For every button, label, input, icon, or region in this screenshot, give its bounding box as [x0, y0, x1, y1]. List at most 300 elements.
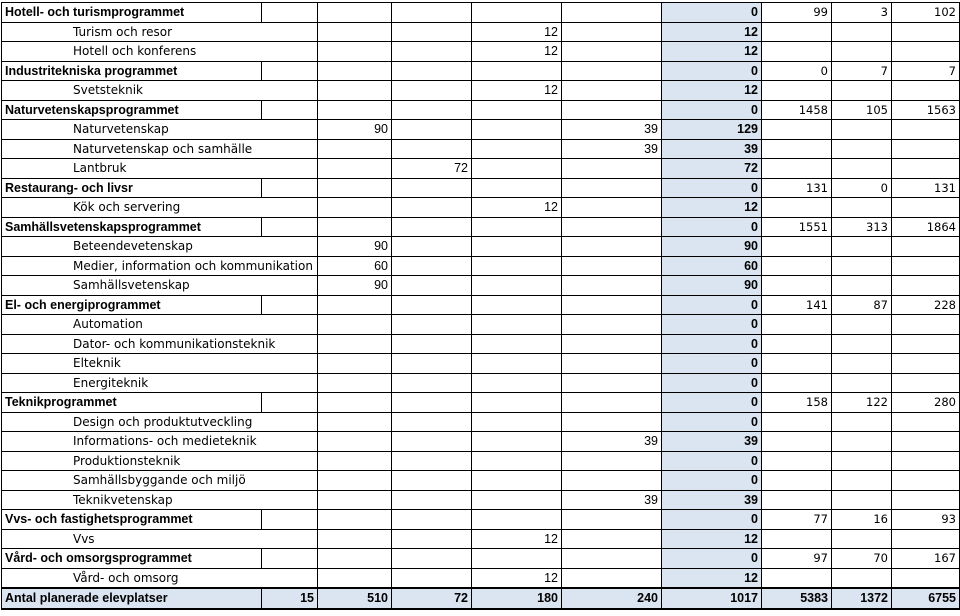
places-cell-2 — [318, 393, 392, 413]
places-cell-3 — [392, 120, 472, 140]
applicants-cell-2: 87 — [832, 295, 892, 315]
applicants-cell-2 — [832, 256, 892, 276]
places-cell-3: 72 — [392, 159, 472, 179]
applicants-cell-2: 70 — [832, 549, 892, 569]
places-cell-3 — [392, 139, 472, 159]
applicants-cell-1: 1551 — [762, 217, 832, 237]
places-cell-2 — [318, 432, 392, 452]
applicants-cell-3 — [892, 159, 960, 179]
applicants-cell-1 — [762, 159, 832, 179]
applicants-cell-2 — [832, 120, 892, 140]
specialization-row — [2, 139, 960, 159]
applicants-cell-1 — [762, 81, 832, 101]
applicants-cell-1 — [762, 315, 832, 335]
applicants-cell-3 — [892, 22, 960, 42]
applicants-cell-1 — [762, 120, 832, 140]
row-sum-cell: 72 — [662, 159, 762, 179]
places-cell-4 — [472, 432, 562, 452]
places-cell-5 — [562, 3, 662, 23]
places-cell-5 — [562, 471, 662, 491]
places-cell-5 — [562, 276, 662, 296]
places-cell-3 — [392, 61, 472, 81]
places-cell-4: 12 — [472, 81, 562, 101]
places-cell-3 — [392, 549, 472, 569]
places-cell-2 — [318, 354, 392, 374]
specialization-row — [2, 432, 960, 452]
places-cell-3 — [392, 22, 472, 42]
applicants-cell-2 — [832, 568, 892, 588]
applicants-cell-1 — [762, 412, 832, 432]
total-places-cell-4: 180 — [472, 588, 562, 609]
row-sum-cell: 0 — [662, 100, 762, 120]
places-cell-4 — [472, 412, 562, 432]
places-cell-5 — [562, 81, 662, 101]
applicants-cell-1 — [762, 198, 832, 218]
applicants-cell-1: 1458 — [762, 100, 832, 120]
places-cell-5 — [562, 217, 662, 237]
applicants-cell-2: 313 — [832, 217, 892, 237]
applicants-cell-2 — [832, 198, 892, 218]
places-cell-4 — [472, 549, 562, 569]
specialization-name: Hotell och konferens — [2, 42, 262, 62]
places-cell-1 — [262, 451, 318, 471]
places-cell-1 — [262, 471, 318, 491]
places-cell-4 — [472, 276, 562, 296]
row-sum-cell: 12 — [662, 568, 762, 588]
specialization-row — [2, 237, 960, 257]
places-cell-4 — [472, 295, 562, 315]
applicants-cell-2 — [832, 159, 892, 179]
places-cell-1 — [262, 42, 318, 62]
specialization-name: Beteendevetenskap — [2, 237, 262, 257]
specialization-row — [2, 42, 960, 62]
row-sum-cell: 0 — [662, 354, 762, 374]
places-cell-5 — [562, 237, 662, 257]
places-cell-4 — [472, 217, 562, 237]
places-cell-3 — [392, 529, 472, 549]
program-row — [2, 295, 960, 315]
applicants-cell-3: 7 — [892, 61, 960, 81]
specialization-row — [2, 373, 960, 393]
places-cell-4 — [472, 373, 562, 393]
specialization-name: Energiteknik — [2, 373, 262, 393]
applicants-cell-1 — [762, 432, 832, 452]
places-cell-4 — [472, 178, 562, 198]
places-cell-4: 12 — [472, 22, 562, 42]
specialization-name: Turism och resor — [2, 22, 262, 42]
places-cell-2 — [318, 451, 392, 471]
places-cell-1 — [262, 529, 318, 549]
places-cell-5 — [562, 22, 662, 42]
program-name: Restaurang- och livsr — [2, 178, 262, 198]
places-cell-3 — [392, 178, 472, 198]
applicants-cell-3 — [892, 276, 960, 296]
applicants-cell-1 — [762, 354, 832, 374]
places-cell-2 — [318, 22, 392, 42]
places-cell-4 — [472, 490, 562, 510]
places-cell-2 — [318, 315, 392, 335]
row-sum-cell: 0 — [662, 295, 762, 315]
applicants-cell-1 — [762, 490, 832, 510]
places-cell-1 — [262, 81, 318, 101]
places-cell-4 — [472, 315, 562, 335]
places-cell-2 — [318, 549, 392, 569]
applicants-cell-2: 0 — [832, 178, 892, 198]
applicants-cell-2 — [832, 354, 892, 374]
places-cell-2 — [318, 412, 392, 432]
places-cell-2 — [318, 42, 392, 62]
places-cell-2 — [318, 295, 392, 315]
total-places-cell-1: 15 — [262, 588, 318, 609]
places-cell-5 — [562, 393, 662, 413]
applicants-cell-3: 131 — [892, 178, 960, 198]
specialization-row — [2, 451, 960, 471]
specialization-row — [2, 529, 960, 549]
applicants-cell-1 — [762, 451, 832, 471]
applicants-cell-1 — [762, 237, 832, 257]
total-label: Antal planerade elevplatser — [2, 588, 262, 609]
places-cell-5 — [562, 61, 662, 81]
applicants-cell-1 — [762, 256, 832, 276]
program-name: Samhällsvetenskapsprogrammet — [2, 217, 262, 237]
total-places-cell-2: 510 — [318, 588, 392, 609]
places-cell-2 — [318, 61, 392, 81]
places-cell-2: 90 — [318, 237, 392, 257]
specialization-name: Design och produktutveckling — [2, 412, 262, 432]
places-cell-2 — [318, 3, 392, 23]
places-cell-5: 39 — [562, 490, 662, 510]
applicants-cell-2: 3 — [832, 3, 892, 23]
total-applicants-cell-2: 1372 — [832, 588, 892, 609]
applicants-cell-1: 97 — [762, 549, 832, 569]
places-cell-4 — [472, 510, 562, 530]
program-name: Naturvetenskapsprogrammet — [2, 100, 262, 120]
row-sum-cell: 60 — [662, 256, 762, 276]
specialization-row — [2, 315, 960, 335]
row-sum-cell: 0 — [662, 334, 762, 354]
places-cell-1 — [262, 120, 318, 140]
places-cell-2 — [318, 178, 392, 198]
places-cell-1 — [262, 61, 318, 81]
program-row — [2, 217, 960, 237]
places-cell-4: 12 — [472, 198, 562, 218]
applicants-cell-3: 280 — [892, 393, 960, 413]
total-row — [2, 588, 960, 609]
places-cell-1 — [262, 159, 318, 179]
places-cell-2 — [318, 139, 392, 159]
applicants-cell-3 — [892, 42, 960, 62]
places-cell-1 — [262, 568, 318, 588]
row-sum-cell: 0 — [662, 549, 762, 569]
applicants-cell-1: 131 — [762, 178, 832, 198]
places-cell-5 — [562, 354, 662, 374]
applicants-cell-2 — [832, 432, 892, 452]
specialization-name: Elteknik — [2, 354, 262, 374]
places-cell-5 — [562, 100, 662, 120]
places-cell-1 — [262, 198, 318, 218]
row-sum-cell: 0 — [662, 510, 762, 530]
specialization-row — [2, 81, 960, 101]
planned-student-places-table — [1, 2, 960, 610]
places-cell-5 — [562, 178, 662, 198]
places-cell-2 — [318, 471, 392, 491]
program-row — [2, 178, 960, 198]
places-cell-5: 39 — [562, 139, 662, 159]
places-cell-2 — [318, 217, 392, 237]
places-cell-4 — [472, 237, 562, 257]
applicants-cell-3 — [892, 471, 960, 491]
applicants-cell-1 — [762, 42, 832, 62]
applicants-cell-2 — [832, 42, 892, 62]
applicants-cell-1 — [762, 22, 832, 42]
applicants-cell-1 — [762, 529, 832, 549]
applicants-cell-2 — [832, 237, 892, 257]
places-cell-2: 60 — [318, 256, 392, 276]
specialization-row — [2, 471, 960, 491]
places-cell-1 — [262, 412, 318, 432]
applicants-cell-3: 1864 — [892, 217, 960, 237]
specialization-name: Dator- och kommunikationsteknik — [2, 334, 262, 354]
program-row — [2, 61, 960, 81]
specialization-name: Svetsteknik — [2, 81, 262, 101]
applicants-cell-1: 99 — [762, 3, 832, 23]
places-cell-3 — [392, 490, 472, 510]
applicants-cell-3: 228 — [892, 295, 960, 315]
applicants-cell-3 — [892, 490, 960, 510]
places-cell-2 — [318, 198, 392, 218]
places-cell-2 — [318, 334, 392, 354]
program-row — [2, 3, 960, 23]
row-sum-cell: 129 — [662, 120, 762, 140]
applicants-cell-2 — [832, 334, 892, 354]
places-cell-3 — [392, 295, 472, 315]
specialization-row — [2, 22, 960, 42]
row-sum-cell: 12 — [662, 529, 762, 549]
places-cell-1 — [262, 3, 318, 23]
applicants-cell-2 — [832, 412, 892, 432]
applicants-cell-3: 167 — [892, 549, 960, 569]
places-cell-5 — [562, 198, 662, 218]
program-name: Vård- och omsorgsprogrammet — [2, 549, 262, 569]
row-sum-cell: 0 — [662, 315, 762, 335]
specialization-row — [2, 490, 960, 510]
places-cell-4 — [472, 120, 562, 140]
program-name: Industritekniska programmet — [2, 61, 262, 81]
specialization-name: Samhällsvetenskap — [2, 276, 262, 296]
places-cell-3 — [392, 471, 472, 491]
places-cell-5 — [562, 42, 662, 62]
program-row — [2, 549, 960, 569]
places-cell-2 — [318, 373, 392, 393]
places-cell-3 — [392, 315, 472, 335]
specialization-row — [2, 198, 960, 218]
places-cell-1 — [262, 490, 318, 510]
places-cell-5 — [562, 549, 662, 569]
total-sum-cell: 1017 — [662, 588, 762, 609]
applicants-cell-1 — [762, 334, 832, 354]
places-cell-5 — [562, 529, 662, 549]
places-cell-1 — [262, 139, 318, 159]
places-cell-2: 90 — [318, 276, 392, 296]
places-cell-2 — [318, 159, 392, 179]
places-cell-5: 39 — [562, 120, 662, 140]
places-cell-3 — [392, 217, 472, 237]
applicants-cell-3 — [892, 256, 960, 276]
places-cell-5 — [562, 451, 662, 471]
places-cell-1 — [262, 393, 318, 413]
places-cell-3 — [392, 393, 472, 413]
total-places-cell-3: 72 — [392, 588, 472, 609]
applicants-cell-2 — [832, 373, 892, 393]
row-sum-cell: 0 — [662, 373, 762, 393]
places-cell-2 — [318, 81, 392, 101]
places-cell-3 — [392, 276, 472, 296]
places-cell-4 — [472, 139, 562, 159]
row-sum-cell: 90 — [662, 276, 762, 296]
places-cell-5 — [562, 334, 662, 354]
program-row — [2, 393, 960, 413]
places-cell-1 — [262, 178, 318, 198]
applicants-cell-3 — [892, 198, 960, 218]
row-sum-cell: 12 — [662, 42, 762, 62]
applicants-cell-2 — [832, 315, 892, 335]
applicants-cell-2 — [832, 451, 892, 471]
places-cell-4 — [472, 451, 562, 471]
row-sum-cell: 39 — [662, 139, 762, 159]
applicants-cell-3 — [892, 451, 960, 471]
total-applicants-cell-3: 6755 — [892, 588, 960, 609]
applicants-cell-3 — [892, 315, 960, 335]
places-cell-4 — [472, 100, 562, 120]
places-cell-3 — [392, 198, 472, 218]
applicants-cell-3 — [892, 412, 960, 432]
applicants-cell-3 — [892, 568, 960, 588]
places-cell-4 — [472, 393, 562, 413]
applicants-cell-1: 141 — [762, 295, 832, 315]
row-sum-cell: 0 — [662, 61, 762, 81]
places-cell-3 — [392, 412, 472, 432]
places-cell-5 — [562, 568, 662, 588]
applicants-cell-2: 7 — [832, 61, 892, 81]
applicants-cell-2 — [832, 22, 892, 42]
places-cell-3 — [392, 373, 472, 393]
applicants-cell-1 — [762, 471, 832, 491]
specialization-name: Vård- och omsorg — [2, 568, 262, 588]
places-cell-2 — [318, 100, 392, 120]
places-cell-4: 12 — [472, 529, 562, 549]
row-sum-cell: 39 — [662, 490, 762, 510]
program-name: Teknikprogrammet — [2, 393, 262, 413]
places-cell-2 — [318, 529, 392, 549]
places-cell-3 — [392, 354, 472, 374]
places-cell-3 — [392, 237, 472, 257]
applicants-cell-3: 1563 — [892, 100, 960, 120]
applicants-cell-1: 158 — [762, 393, 832, 413]
applicants-cell-2 — [832, 471, 892, 491]
row-sum-cell: 90 — [662, 237, 762, 257]
row-sum-cell: 0 — [662, 471, 762, 491]
applicants-cell-2 — [832, 139, 892, 159]
row-sum-cell: 12 — [662, 22, 762, 42]
places-cell-4 — [472, 471, 562, 491]
places-cell-1 — [262, 432, 318, 452]
applicants-cell-2: 16 — [832, 510, 892, 530]
places-cell-3 — [392, 100, 472, 120]
places-cell-5 — [562, 315, 662, 335]
applicants-cell-3: 93 — [892, 510, 960, 530]
specialization-name: Informations- och medieteknik — [2, 432, 262, 452]
row-sum-cell: 0 — [662, 412, 762, 432]
program-name: Hotell- och turismprogrammet — [2, 3, 262, 23]
row-sum-cell: 12 — [662, 81, 762, 101]
applicants-cell-2 — [832, 276, 892, 296]
places-cell-3 — [392, 256, 472, 276]
places-cell-3 — [392, 334, 472, 354]
applicants-cell-1: 77 — [762, 510, 832, 530]
places-cell-1 — [262, 510, 318, 530]
applicants-cell-3: 102 — [892, 3, 960, 23]
places-cell-4: 12 — [472, 568, 562, 588]
specialization-row — [2, 568, 960, 588]
applicants-cell-3 — [892, 81, 960, 101]
places-cell-3 — [392, 510, 472, 530]
places-cell-4 — [472, 3, 562, 23]
places-cell-5: 39 — [562, 432, 662, 452]
applicants-cell-3 — [892, 529, 960, 549]
places-cell-1 — [262, 237, 318, 257]
specialization-name: Kök och servering — [2, 198, 262, 218]
places-cell-3 — [392, 568, 472, 588]
places-cell-1 — [262, 354, 318, 374]
places-cell-5 — [562, 159, 662, 179]
places-cell-5 — [562, 373, 662, 393]
places-cell-3 — [392, 81, 472, 101]
row-sum-cell: 39 — [662, 432, 762, 452]
row-sum-cell: 12 — [662, 198, 762, 218]
places-cell-1 — [262, 22, 318, 42]
places-cell-1 — [262, 217, 318, 237]
specialization-name: Automation — [2, 315, 262, 335]
places-cell-2 — [318, 568, 392, 588]
applicants-cell-1 — [762, 139, 832, 159]
specialization-row — [2, 412, 960, 432]
specialization-row — [2, 276, 960, 296]
applicants-cell-3 — [892, 334, 960, 354]
applicants-cell-2 — [832, 529, 892, 549]
applicants-cell-1 — [762, 568, 832, 588]
places-cell-2 — [318, 490, 392, 510]
program-row — [2, 100, 960, 120]
specialization-row — [2, 159, 960, 179]
places-cell-2 — [318, 510, 392, 530]
places-cell-4 — [472, 256, 562, 276]
row-sum-cell: 0 — [662, 3, 762, 23]
places-cell-3 — [392, 432, 472, 452]
applicants-cell-3 — [892, 373, 960, 393]
places-cell-4 — [472, 159, 562, 179]
row-sum-cell: 0 — [662, 451, 762, 471]
places-cell-5 — [562, 510, 662, 530]
places-cell-1 — [262, 276, 318, 296]
applicants-cell-1 — [762, 276, 832, 296]
places-cell-5 — [562, 256, 662, 276]
places-cell-5 — [562, 412, 662, 432]
specialization-name: Naturvetenskap och samhälle — [2, 139, 262, 159]
applicants-cell-2: 105 — [832, 100, 892, 120]
places-cell-4 — [472, 61, 562, 81]
places-cell-4 — [472, 354, 562, 374]
total-places-cell-5: 240 — [562, 588, 662, 609]
